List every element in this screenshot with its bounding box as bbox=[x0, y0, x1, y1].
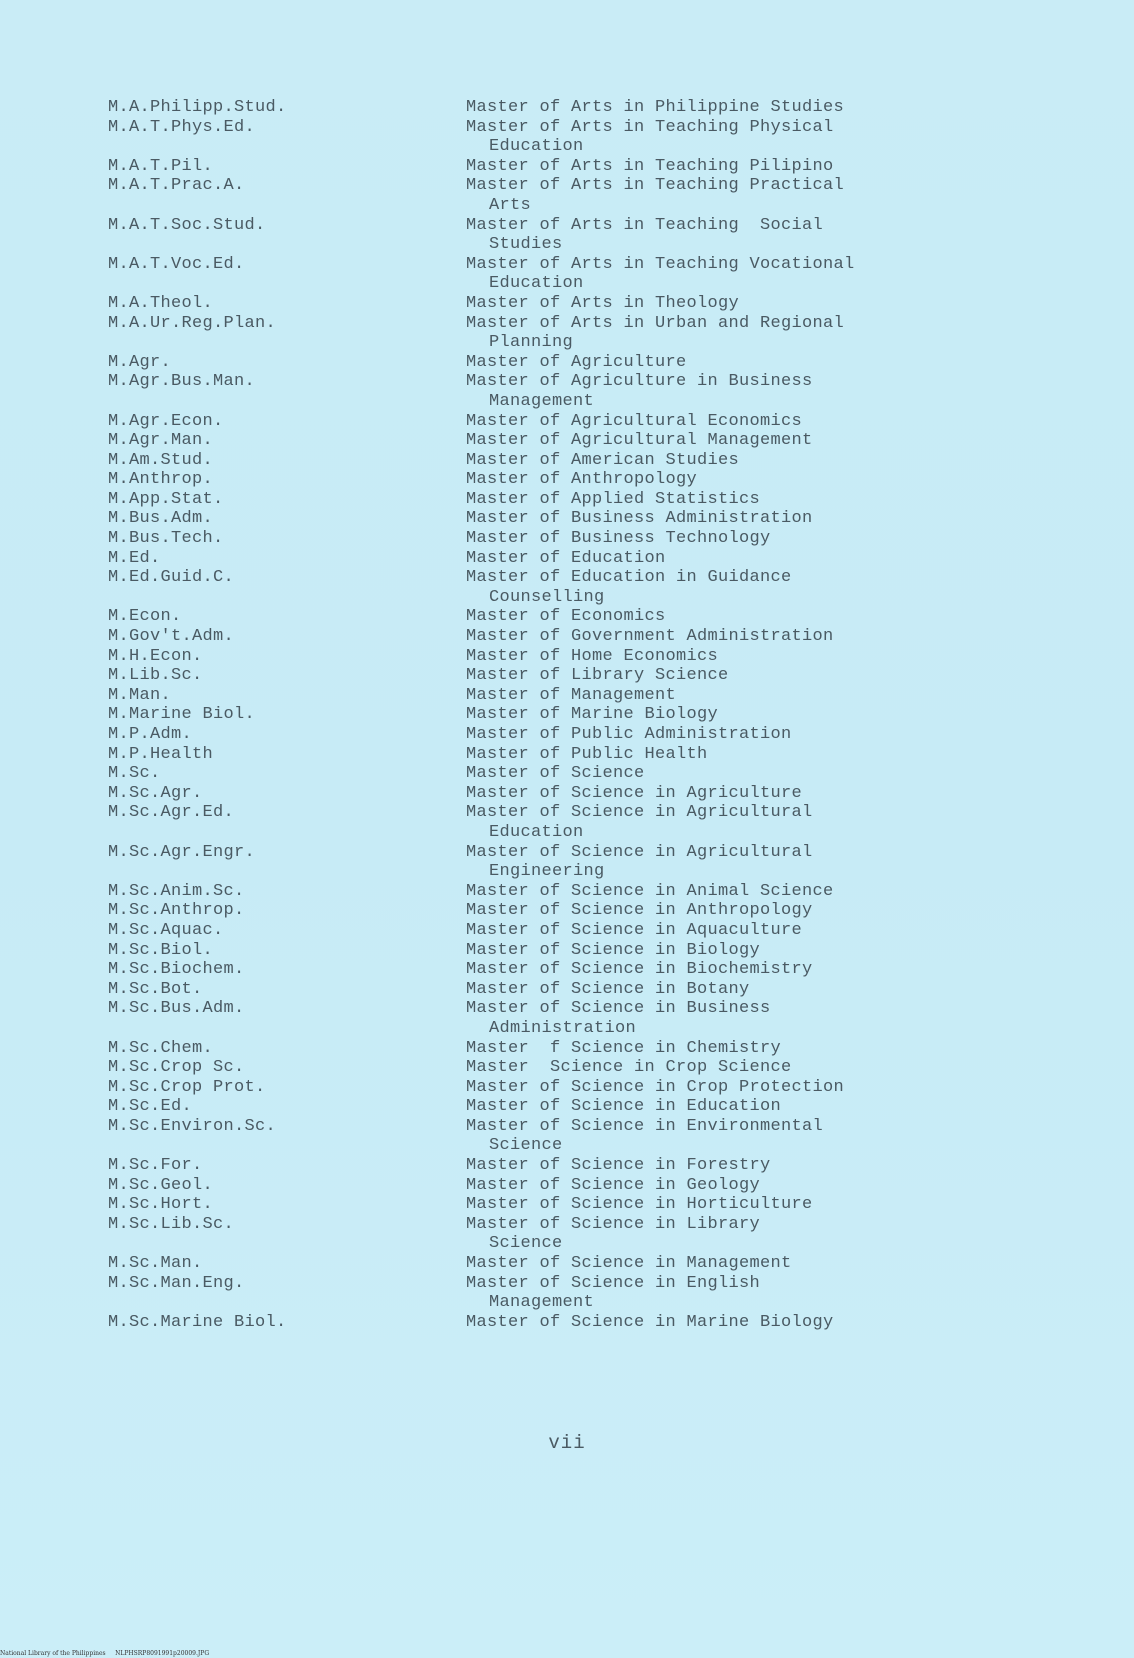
abbreviation: M.A.T.Pil. bbox=[108, 156, 214, 176]
expansion bbox=[466, 666, 916, 686]
abbreviation-entry bbox=[108, 1195, 1108, 1215]
abbreviation: M.H.Econ. bbox=[108, 646, 203, 666]
abbreviation: M.A.T.Voc.Ed. bbox=[108, 254, 245, 274]
abbreviation-entry bbox=[108, 725, 1108, 745]
abbreviation-entry bbox=[108, 1176, 1108, 1196]
abbreviation-entry bbox=[108, 98, 1108, 118]
expansion bbox=[466, 1039, 916, 1059]
scan-footer: National Library of the Philippines NLPHSRP8091991p20009.JPG bbox=[0, 1650, 210, 1657]
abbreviation: M.A.Theol. bbox=[108, 293, 214, 313]
expansion-line: Master of Science in Anthropology bbox=[466, 901, 813, 921]
expansion-line: Master of American Studies bbox=[466, 450, 740, 470]
expansion-continuation: Engineering bbox=[489, 862, 605, 882]
expansion-line: Master of Agriculture in Business bbox=[466, 372, 813, 392]
abbreviation-entry bbox=[108, 901, 1108, 921]
expansion-continuation: Science bbox=[489, 1136, 563, 1156]
expansion bbox=[466, 490, 916, 510]
expansion-line: Master of Applied Statistics bbox=[466, 489, 761, 509]
abbreviation: M.Sc.Biochem. bbox=[108, 960, 245, 980]
expansion-line: Master of Business Technology bbox=[466, 529, 771, 549]
expansion-line: Master of Science in Geology bbox=[466, 1175, 761, 1195]
expansion-line: Master of Management bbox=[466, 685, 677, 705]
expansion bbox=[466, 1313, 916, 1333]
abbreviation-entry bbox=[108, 843, 1108, 882]
expansion-line: Master of Government Administration bbox=[466, 627, 834, 647]
expansion-line: Master of Business Administration bbox=[466, 509, 813, 529]
abbreviation-entry bbox=[108, 490, 1108, 510]
abbreviation: M.Sc.Geol. bbox=[108, 1175, 214, 1195]
expansion bbox=[466, 803, 916, 842]
abbreviation: M.Sc.Crop Sc. bbox=[108, 1058, 245, 1078]
expansion bbox=[466, 1274, 916, 1313]
abbreviation: M.Sc.Man. bbox=[108, 1254, 203, 1274]
abbreviation-entry bbox=[108, 1097, 1108, 1117]
expansion bbox=[466, 176, 916, 215]
expansion-line: Master of Science in Botany bbox=[466, 979, 750, 999]
abbreviation: M.Sc.Agr.Engr. bbox=[108, 842, 256, 862]
expansion-line: Master of Arts in Teaching Pilipino bbox=[466, 156, 834, 176]
abbreviation: M.Agr.Econ. bbox=[108, 411, 224, 431]
page-number: vii bbox=[548, 1432, 586, 1454]
abbreviation: M.A.T.Soc.Stud. bbox=[108, 215, 266, 235]
expansion bbox=[466, 686, 916, 706]
abbreviation: M.Lib.Sc. bbox=[108, 666, 203, 686]
expansion-line: Master Science in Crop Science bbox=[466, 1058, 792, 1078]
abbreviation-entry bbox=[108, 1215, 1108, 1254]
abbreviation: M.Sc.Hort. bbox=[108, 1195, 214, 1215]
expansion-line: Master of Arts in Teaching Practical bbox=[466, 176, 845, 196]
abbreviation: M.Agr. bbox=[108, 352, 172, 372]
expansion bbox=[466, 509, 916, 529]
abbreviation: M.Ed. bbox=[108, 548, 161, 568]
abbreviation-entry bbox=[108, 353, 1108, 373]
expansion-continuation: Planning bbox=[489, 333, 574, 353]
expansion-continuation: Education bbox=[489, 137, 584, 157]
abbreviation: M.Sc.Agr.Ed. bbox=[108, 803, 235, 823]
expansion-continuation: Management bbox=[489, 391, 595, 411]
abbreviation-entry bbox=[108, 686, 1108, 706]
expansion bbox=[466, 901, 916, 921]
abbreviation-entry bbox=[108, 1039, 1108, 1059]
expansion-continuation: Counselling bbox=[489, 587, 605, 607]
abbreviation: M.Sc.Biol. bbox=[108, 940, 214, 960]
abbreviation-entry bbox=[108, 568, 1108, 607]
expansion-line: Master of Science in Education bbox=[466, 1097, 782, 1117]
expansion-line: Master of Agricultural Management bbox=[466, 431, 813, 451]
expansion bbox=[466, 568, 916, 607]
abbreviation-entry bbox=[108, 294, 1108, 314]
expansion bbox=[466, 1058, 916, 1078]
abbreviation-entry bbox=[108, 431, 1108, 451]
abbreviation-entry bbox=[108, 549, 1108, 569]
expansion-line: Master of Economics bbox=[466, 607, 666, 627]
expansion-line: Master of Science in Forestry bbox=[466, 1156, 771, 1176]
expansion-line: Master of Science in Marine Biology bbox=[466, 1312, 834, 1332]
abbreviation: M.Bus.Adm. bbox=[108, 509, 214, 529]
abbreviation: M.Sc.Ed. bbox=[108, 1097, 193, 1117]
abbreviation-entry bbox=[108, 784, 1108, 804]
expansion bbox=[466, 960, 916, 980]
expansion bbox=[466, 372, 916, 411]
expansion bbox=[466, 745, 916, 765]
expansion bbox=[466, 431, 916, 451]
expansion-line: Master of Science in Library bbox=[466, 1214, 761, 1234]
expansion bbox=[466, 725, 916, 745]
abbreviation-entry bbox=[108, 960, 1108, 980]
abbreviation: M.Sc.Environ.Sc. bbox=[108, 1116, 277, 1136]
abbreviation-entry bbox=[108, 470, 1108, 490]
abbreviation-entry bbox=[108, 1058, 1108, 1078]
expansion-line: Master of Arts in Theology bbox=[466, 293, 740, 313]
abbreviation: M.Sc.Anim.Sc. bbox=[108, 881, 245, 901]
abbreviation: M.P.Health bbox=[108, 744, 214, 764]
expansion bbox=[466, 705, 916, 725]
expansion-line: Master of Arts in Teaching Social bbox=[466, 215, 824, 235]
expansion-line: Master of Public Health bbox=[466, 744, 708, 764]
expansion bbox=[466, 784, 916, 804]
expansion bbox=[466, 1195, 916, 1215]
expansion-continuation: Science bbox=[489, 1234, 563, 1254]
abbreviation: M.A.T.Prac.A. bbox=[108, 176, 245, 196]
abbreviation-entry bbox=[108, 1078, 1108, 1098]
expansion bbox=[466, 529, 916, 549]
abbreviation-list bbox=[108, 98, 1108, 1332]
expansion-line: Master of Agriculture bbox=[466, 352, 687, 372]
abbreviation-entry bbox=[108, 314, 1108, 353]
abbreviation-entry bbox=[108, 176, 1108, 215]
expansion-line: Master of Science in Environmental bbox=[466, 1116, 824, 1136]
abbreviation-entry bbox=[108, 451, 1108, 471]
expansion-line: Master f Science in Chemistry bbox=[466, 1038, 782, 1058]
expansion-line: Master of Arts in Urban and Regional bbox=[466, 313, 845, 333]
abbreviation: M.Anthrop. bbox=[108, 470, 214, 490]
expansion-line: Master of Science in Aquaculture bbox=[466, 920, 803, 940]
expansion-line: Master of Science in Crop Protection bbox=[466, 1077, 845, 1097]
abbreviation: M.Bus.Tech. bbox=[108, 529, 224, 549]
expansion bbox=[466, 843, 916, 882]
abbreviation-entry bbox=[108, 1156, 1108, 1176]
abbreviation: M.Agr.Bus.Man. bbox=[108, 372, 256, 392]
abbreviation: M.Man. bbox=[108, 685, 172, 705]
abbreviation: M.A.T.Phys.Ed. bbox=[108, 117, 256, 137]
expansion bbox=[466, 157, 916, 177]
expansion bbox=[466, 999, 916, 1038]
expansion-line: Master of Science in Horticulture bbox=[466, 1195, 813, 1215]
abbreviation: M.A.Philipp.Stud. bbox=[108, 98, 287, 117]
expansion-line: Master of Public Administration bbox=[466, 725, 792, 744]
expansion-line: Master of Science in English bbox=[466, 1273, 761, 1293]
abbreviation-entry bbox=[108, 705, 1108, 725]
expansion-line: Master of Science in Agricultural bbox=[466, 803, 813, 823]
abbreviation: M.App.Stat. bbox=[108, 489, 224, 509]
expansion-line: Master of Science in Animal Science bbox=[466, 881, 834, 901]
expansion-line: Master of Education bbox=[466, 548, 666, 568]
abbreviation-entry bbox=[108, 647, 1108, 667]
expansion-line: Master of Science bbox=[466, 764, 645, 784]
expansion bbox=[466, 451, 916, 471]
expansion bbox=[466, 1078, 916, 1098]
abbreviation-entry bbox=[108, 1254, 1108, 1274]
expansion bbox=[466, 941, 916, 961]
abbreviation: M.Ed.Guid.C. bbox=[108, 568, 235, 588]
abbreviation: M.Sc.Anthrop. bbox=[108, 901, 245, 921]
abbreviation-entry bbox=[108, 745, 1108, 765]
expansion bbox=[466, 647, 916, 667]
abbreviation: M.Am.Stud. bbox=[108, 450, 214, 470]
abbreviation-entry bbox=[108, 666, 1108, 686]
abbreviation-entry bbox=[108, 1274, 1108, 1313]
expansion bbox=[466, 1156, 916, 1176]
expansion bbox=[466, 412, 916, 432]
expansion bbox=[466, 98, 916, 118]
abbreviation-entry bbox=[108, 882, 1108, 902]
abbreviation-entry bbox=[108, 941, 1108, 961]
expansion-line: Master of Science in Biochemistry bbox=[466, 960, 813, 980]
expansion bbox=[466, 255, 916, 294]
abbreviation: M.Sc.Bus.Adm. bbox=[108, 999, 245, 1019]
abbreviation: M.P.Adm. bbox=[108, 725, 193, 744]
expansion bbox=[466, 1215, 916, 1254]
abbreviation: M.Econ. bbox=[108, 607, 182, 627]
abbreviation-entry bbox=[108, 607, 1108, 627]
expansion bbox=[466, 882, 916, 902]
expansion-line: Master of Science in Management bbox=[466, 1254, 792, 1274]
abbreviation: M.Gov't.Adm. bbox=[108, 627, 235, 647]
expansion-line: Master of Marine Biology bbox=[466, 705, 719, 725]
abbreviation-entry bbox=[108, 157, 1108, 177]
expansion-line: Master of Arts in Philippine Studies bbox=[466, 98, 845, 117]
expansion-line: Master of Science in Biology bbox=[466, 940, 761, 960]
expansion-continuation: Arts bbox=[489, 195, 532, 215]
abbreviation: M.Sc.Lib.Sc. bbox=[108, 1214, 235, 1234]
expansion-line: Master of Science in Agricultural bbox=[466, 842, 813, 862]
abbreviation-entry bbox=[108, 412, 1108, 432]
expansion bbox=[466, 1254, 916, 1274]
expansion bbox=[466, 921, 916, 941]
expansion bbox=[466, 470, 916, 490]
expansion-continuation: Management bbox=[489, 1293, 595, 1313]
abbreviation: M.Sc.Bot. bbox=[108, 979, 203, 999]
abbreviation: M.Sc.Agr. bbox=[108, 783, 203, 803]
abbreviation: M.Sc.Crop Prot. bbox=[108, 1077, 266, 1097]
expansion bbox=[466, 294, 916, 314]
abbreviation-entry bbox=[108, 764, 1108, 784]
abbreviation: M.A.Ur.Reg.Plan. bbox=[108, 313, 277, 333]
expansion bbox=[466, 1097, 916, 1117]
expansion-line: Master of Agricultural Economics bbox=[466, 411, 803, 431]
expansion bbox=[466, 607, 916, 627]
abbreviation-entry bbox=[108, 999, 1108, 1038]
abbreviation: M.Sc.Chem. bbox=[108, 1038, 214, 1058]
abbreviation: M.Agr.Man. bbox=[108, 431, 214, 451]
abbreviation-entry bbox=[108, 255, 1108, 294]
expansion-continuation: Education bbox=[489, 274, 584, 294]
abbreviation-entry bbox=[108, 627, 1108, 647]
expansion bbox=[466, 980, 916, 1000]
abbreviation-entry bbox=[108, 1313, 1108, 1333]
abbreviation-entry bbox=[108, 921, 1108, 941]
abbreviation-entry bbox=[108, 980, 1108, 1000]
abbreviation: M.Sc.Marine Biol. bbox=[108, 1312, 287, 1332]
expansion bbox=[466, 314, 916, 353]
expansion-line: Master of Science in Agriculture bbox=[466, 783, 803, 803]
expansion bbox=[466, 216, 916, 255]
abbreviation-entry bbox=[108, 372, 1108, 411]
abbreviation: M.Sc.Aquac. bbox=[108, 920, 224, 940]
expansion bbox=[466, 764, 916, 784]
expansion bbox=[466, 549, 916, 569]
abbreviation-entry bbox=[108, 803, 1108, 842]
expansion-line: Master of Home Economics bbox=[466, 646, 719, 666]
abbreviation-entry bbox=[108, 216, 1108, 255]
expansion-line: Master of Library Science bbox=[466, 666, 729, 686]
expansion-line: Master of Anthropology bbox=[466, 470, 698, 490]
expansion bbox=[466, 353, 916, 373]
abbreviation: M.Sc.For. bbox=[108, 1156, 203, 1176]
expansion bbox=[466, 118, 916, 157]
expansion-continuation: Education bbox=[489, 822, 584, 842]
abbreviation-entry bbox=[108, 118, 1108, 157]
abbreviation: M.Marine Biol. bbox=[108, 705, 256, 725]
abbreviation-entry bbox=[108, 529, 1108, 549]
abbreviation: M.Sc. bbox=[108, 764, 161, 784]
expansion bbox=[466, 627, 916, 647]
expansion bbox=[466, 1176, 916, 1196]
expansion-continuation: Administration bbox=[489, 1018, 637, 1038]
expansion-line: Master of Science in Business bbox=[466, 999, 771, 1019]
expansion-line: Master of Education in Guidance bbox=[466, 568, 792, 588]
expansion bbox=[466, 1117, 916, 1156]
expansion-line: Master of Arts in Teaching Vocational bbox=[466, 254, 855, 274]
abbreviation-entry bbox=[108, 1117, 1108, 1156]
expansion-line: Master of Arts in Teaching Physical bbox=[466, 117, 834, 137]
abbreviation: M.Sc.Man.Eng. bbox=[108, 1273, 245, 1293]
expansion-continuation: Studies bbox=[489, 235, 563, 255]
abbreviation-entry bbox=[108, 509, 1108, 529]
